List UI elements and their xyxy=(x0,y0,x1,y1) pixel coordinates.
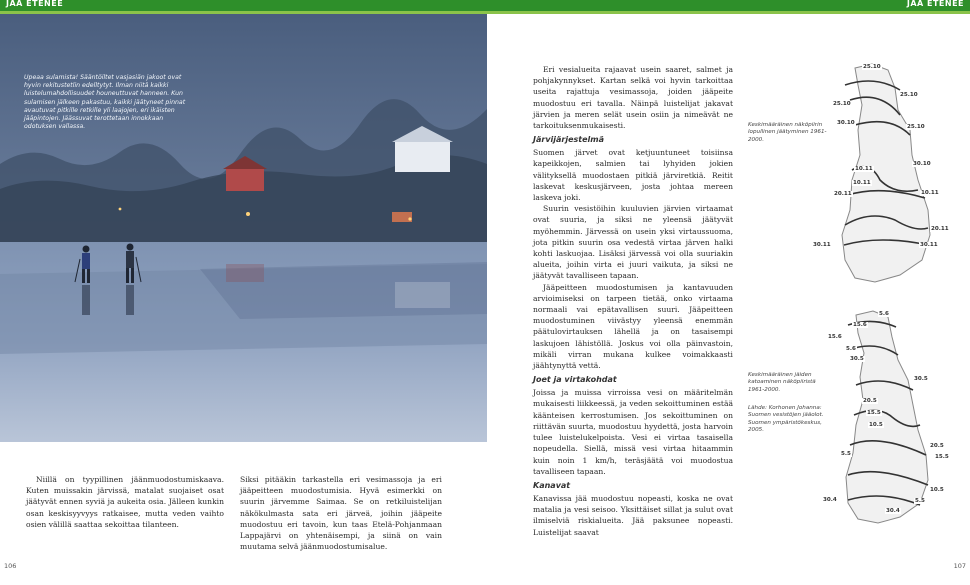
map1-isoline-label: 25.10 xyxy=(907,124,925,130)
running-header-left: JÄÄ ETENEE xyxy=(6,0,64,8)
map2-isoline-label: 30.4 xyxy=(823,497,837,503)
map2-isoline-label: 5.6 xyxy=(879,311,889,317)
right-intro-paragraph: Eri vesialueita rajaavat usein saaret, salmet ja pohjakynnykset. Kartan selkä voi hyvin tarkoittaa useita rajattuja vesimassoja, joiden jääpeite muodostuu eri tavalla. Näinpä luistelijat jakavat järvien ja meren selät usein osiin ja nimeävät ne tarkoituksenmukaisesti. xyxy=(533,65,733,131)
map2-isoline-label: 20.5 xyxy=(930,443,944,449)
map2-isoline-label: 5.5 xyxy=(915,498,925,504)
map2-isoline-label: 15.6 xyxy=(853,322,867,328)
map2-isoline-label: 30.5 xyxy=(914,376,928,382)
map2-isoline-label: 30.4 xyxy=(886,508,900,514)
map1-isoline-label: 30.11 xyxy=(920,242,938,248)
left-column-2 xyxy=(240,474,442,552)
right-paragraph-1: Suomen järvet ovat ketjuuntuneet toisiinsa kapeikkojen, salmien tai lyhyiden jokien välityksellä muodostaen pitkiä järviretkiä. Reitit laskevat keskusjärveen, josta johtaa mereen laskeva joki. xyxy=(533,148,733,203)
map2-isoline-label: 10.5 xyxy=(869,422,883,428)
map2-caption: Keskimääräinen jäiden katoaminen näköpiiristä 1961-2000. xyxy=(748,372,816,393)
map1-isoline-label: 25.10 xyxy=(900,92,918,98)
right-paragraph-4: Joissa ja muissa virroissa vesi on määritelmän mukaisesti liikkeessä, ja veden sekoittuminen estää käänteisen kerrostumisen. Jos sekoittuminen on riittävän suurta, muodostuu hyydettä, josta harvoin tulee luistelukelpoista. Vesi ei virtaa tasaisella nopeudella. Siellä, missä vesi virtaa hitaammin kuin noin 1 km/h, teräsjäätä voi muodostua tavalliseen tapaan. xyxy=(533,388,733,476)
map2-isoline-label: 15.5 xyxy=(935,454,949,460)
right-paragraph-5: Kanavissa jää muodostuu nopeasti, koska ne ovat matalia ja vesi seisoo. Yksittäiset sillat ja sulut ovat ilmiselviä riskialueita. Jää paksunee nopeasti. Luistelijat saavat xyxy=(533,493,733,537)
map2-isoline-label: 5.6 xyxy=(846,346,856,352)
map2-isoline-label: 15.5 xyxy=(867,410,881,416)
map2-source: Lähde: Korhonen Johanna: Suomen vesistöjen jääolot. Suomen ympäristökeskus, 2005. xyxy=(748,405,824,434)
map1-isoline-label: 25.10 xyxy=(833,101,851,107)
map1-isoline-label: 10.11 xyxy=(921,190,939,196)
left-col1-paragraph: Niillä on tyypillinen jäänmuodostumiskaava. Kuten muissakin järvissä, matalat suojaiset osat jäätyvät ennen syviä ja aukeita osia. Jälleen kunkin osan keskisyyvyys ratkaisee, mutta veden vaihto osien välillä saattaa sekoittaa tilanteen. xyxy=(26,475,224,529)
finland-freeze-map xyxy=(800,60,950,290)
right-paragraph-2: Suurin vesistöihin kuuluvien järvien virtaamat ovat suuria, ja siksi ne yleensä jäätyvät myöhemmin. Järvessä on usein yksi virtaussuoma, jota pitkin suurin osa vedestä virtaa järven halki kohti laskuojaa. Lisäksi järvessä voi olla suuriakin alueita, joihin virta ei juuri vaikuta, ja siksi ne jäätyvät tavalliseen tapaan. xyxy=(533,204,733,281)
map1-isoline-label: 30.10 xyxy=(837,120,855,126)
left-col2-paragraph: Siksi pitääkin tarkastella eri vesimassoja ja eri jääpeitteen muodostumisia. Hyvä esimerkki on suurin järvemme Saimaa. Se on retkiluistelijan näkökulmasta sata eri järveä, joihin jääpeite muodostuu eri tavoin, kun taas Etelä-Pohjanmaan Lappajärvi on yhtenäisempi, ja siinä on vain muutama selvä jäänmuodostumisalue. xyxy=(240,475,442,552)
map1-isoline-label: 10.11 xyxy=(853,180,871,186)
running-header-right: JÄÄ ETENEE xyxy=(906,0,964,8)
map2-isoline-label: 20.5 xyxy=(863,398,877,404)
map1-isoline-label: 10.11 xyxy=(855,166,873,172)
map1-isoline-label: 25.10 xyxy=(863,64,881,70)
running-header-bar xyxy=(0,0,970,14)
map1-isoline-label: 30.11 xyxy=(813,242,831,248)
left-column-1 xyxy=(26,474,224,530)
map1-isoline-label: 20.11 xyxy=(834,191,852,197)
heading-kanavat: Kanavat xyxy=(533,480,571,490)
map1-isoline-label: 30.10 xyxy=(913,161,931,167)
page-number-right: 107 xyxy=(953,562,966,570)
heading-jarvijarjestelma: Järvijärjestelmä xyxy=(533,135,605,145)
map2-isoline-label: 5.5 xyxy=(841,451,851,457)
page-number-left: 106 xyxy=(4,562,17,570)
map2-isoline-label: 15.6 xyxy=(828,334,842,340)
right-paragraph-3: Jääpeitteen muodostumisen ja kantavuuden arvioimiseksi on tarpeen tietää, onko virtaama normaali vai epätavallisen suuri. Jääpeitteen muodostuminen viivästyy yleensä enemmän päätulovirtauksen lähellä ja on tasaisempi laskujoen lähistöllä. Joskus voi olla päinvastoin, mikäli virran mukana kulkee voimakkaasti jäähtynyttä vettä. xyxy=(533,282,733,371)
lake-photo xyxy=(0,14,487,442)
map1-caption: Keskimääräinen näköpiirin lopullinen jäätyminen 1961-2000. xyxy=(748,122,827,143)
map1-isoline-label: 20.11 xyxy=(931,226,949,232)
right-text-column xyxy=(533,64,733,538)
heading-joet: Joet ja virtakohdat xyxy=(533,375,617,385)
photo-caption: Upeaa sulamista! Sääntöiltet vasjasiän jakoot ovat hyvin rekitustetlin edelltytyt. Ilman niitä kaikki luistelumahdollisuudet houneuttuvat hanneen. Kun sulamisen jälkeen pakastuu, kaikki jäätyneet pinnat avautuvat pitkille retkille yli laajojen, eri ikäisten jääpintojen. Jäässuvat terottetaan innokkaan odotuksen vallassa. xyxy=(24,74,186,131)
map2-isoline-label: 10.5 xyxy=(930,487,944,493)
map2-isoline-label: 30.5 xyxy=(850,356,864,362)
